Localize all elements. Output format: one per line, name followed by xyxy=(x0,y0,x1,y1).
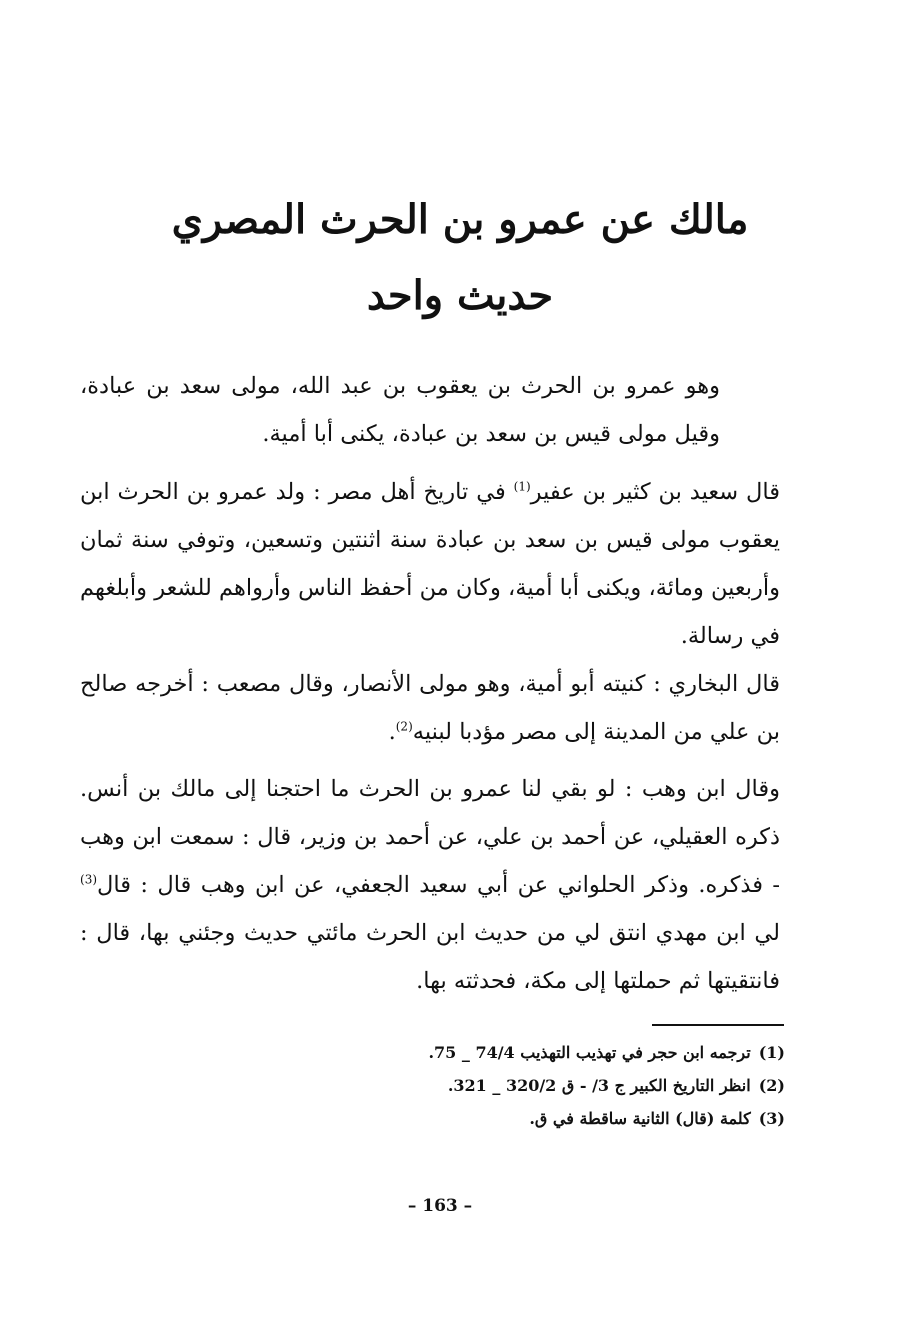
footnote-text: كلمة (قال) الثانية ساقطة في ق. xyxy=(529,1109,751,1128)
paragraph-1-text: وهو عمرو بن الحرث بن يعقوب بن عبد الله، مولى سعد بن عبادة، وقيل مولى قيس بن سعد بن عبادة، يكنى أبا أمية. xyxy=(80,373,720,447)
footnote-ref-1[interactable]: (1) xyxy=(513,479,531,494)
page-number: – 163 – xyxy=(407,1196,473,1216)
paragraph-4-text-start: وقال ابن وهب : لو بقي لنا عمرو بن الحرث ما احتجنا إلى مالك بن أنس. ذكره العقيلي، عن أحمد بن علي، عن أحمد بن وزير، قال : سمعت ابن وهب - فذكره. وذكر الحلواني عن أبي سعيد الجعفي، عن ابن وهب قال : قال xyxy=(80,776,780,898)
footnote-ref-2[interactable]: (2) xyxy=(395,719,413,734)
paragraph-3-text-start: قال البخاري : كنيته أبو أمية، وهو مولى الأنصار، وقال مصعب : أخرجه صالح بن علي من المدينة إلى مصر مؤدبا لبنيه xyxy=(80,671,780,745)
chapter-title: مالك عن عمرو بن الحرث المصري xyxy=(171,196,749,243)
footnote-text: انظر التاريخ الكبير ج 3/ - ق 320/2 _ 321. xyxy=(447,1076,751,1095)
paragraph-2-text-start: قال سعيد بن كثير بن عفير xyxy=(530,479,780,505)
footnote-divider xyxy=(652,1024,784,1026)
footnote-3 xyxy=(380,1102,785,1135)
footnote-1 xyxy=(380,1036,785,1069)
paragraph-2-text-end: في تاريخ أهل مصر : ولد عمرو بن الحرث ابن يعقوب مولى قيس بن سعد بن عبادة سنة اثنتين وتسعين، وتوفي سنة ثمان وأربعين ومائة، ويكنى أبا أمية، وكان من أحفظ الناس وأرواهم للشعر وأبلغهم في رسالة. xyxy=(80,479,780,649)
paragraph-2 xyxy=(80,468,780,660)
paragraph-3-text-end: . xyxy=(388,719,396,745)
footnote-number: (1) xyxy=(758,1043,785,1062)
footnote-text: ترجمه ابن حجر في تهذيب التهذيب 74/4 _ 75. xyxy=(428,1043,751,1062)
paragraph-1 xyxy=(80,362,780,458)
footnote-number: (3) xyxy=(758,1109,785,1128)
footnote-2 xyxy=(380,1069,785,1102)
chapter-subtitle: حديث واحد xyxy=(366,272,554,319)
footnote-ref-3[interactable]: (3) xyxy=(80,872,98,887)
paragraph-3 xyxy=(80,660,780,756)
footnote-number: (2) xyxy=(758,1076,785,1095)
footnotes xyxy=(380,1036,785,1135)
paragraph-4-text-end: لي ابن مهدي انتق لي من حديث ابن الحرث مائتي حديث وجئني بها، قال : فانتقيتها ثم حملتها إلى مكة، فحدثته بها. xyxy=(80,920,780,994)
paragraph-4 xyxy=(80,765,780,1005)
